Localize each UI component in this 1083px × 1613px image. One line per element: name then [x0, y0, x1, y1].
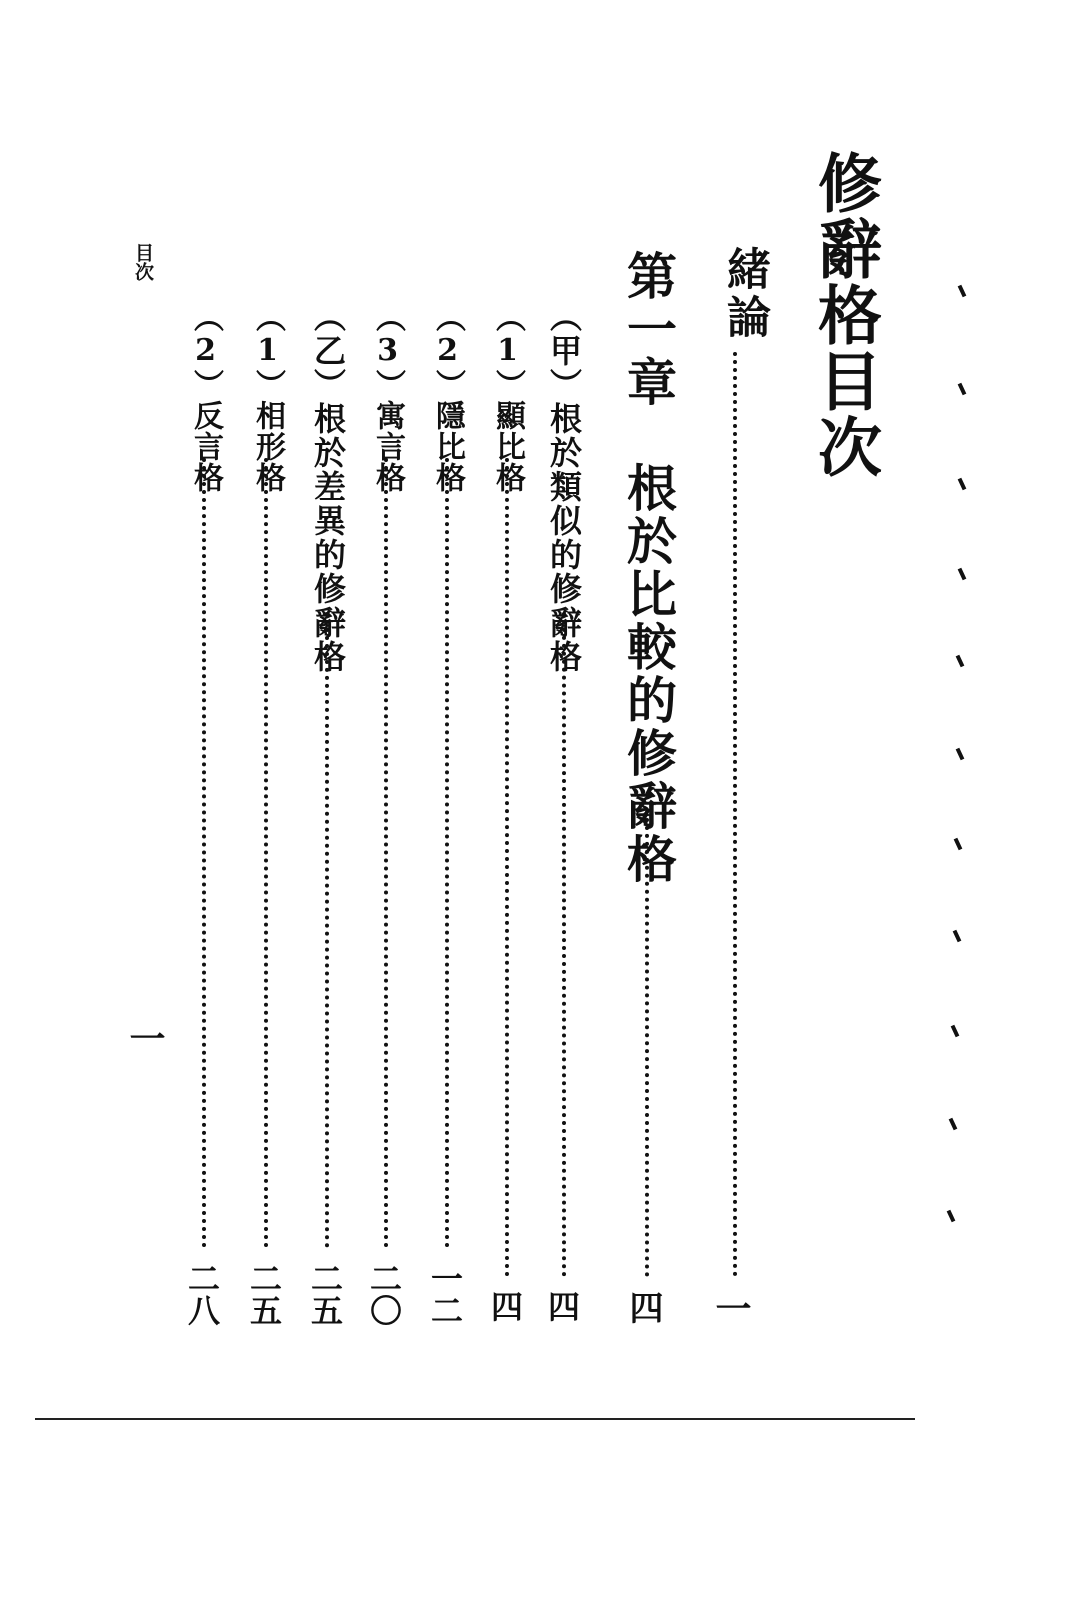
toc-entry-section-yi: （乙）根於差異的修辭格 [309, 300, 347, 674]
dot-leader [562, 612, 566, 1277]
page-number: 一二 [426, 1262, 464, 1326]
binding-mark [958, 478, 967, 491]
dot-leader [645, 810, 649, 1277]
page-number: 四 [486, 1290, 524, 1322]
page-number: 四 [623, 1290, 663, 1324]
binding-mark [956, 655, 965, 668]
dot-leader [325, 612, 329, 1248]
dot-leader [733, 352, 737, 1277]
toc-entry-chapter-1: 第一章 根於比較的修辭格 [619, 250, 678, 886]
binding-mark [954, 838, 963, 851]
running-head: 目次 [132, 243, 154, 281]
toc-entry-metaphor: （2）隱比格 [430, 302, 465, 493]
binding-mark [949, 1118, 958, 1131]
page-number: 二八 [183, 1262, 221, 1326]
dot-leader [445, 458, 449, 1248]
binding-mark [947, 1210, 956, 1223]
toc-entry-irony: （2）反言格 [188, 302, 223, 493]
bottom-rule [35, 1418, 915, 1420]
binding-mark [951, 1025, 960, 1038]
dot-leader [384, 458, 388, 1248]
binding-mark [956, 748, 965, 761]
binding-mark [958, 285, 967, 298]
binding-mark [958, 568, 967, 581]
toc-entry-section-jia: （甲）根於類似的修辭格 [545, 300, 583, 674]
page-title: 修辭格目次 [807, 150, 882, 480]
page-number: 一 [710, 1290, 752, 1326]
binding-mark [958, 383, 967, 396]
folio: 一 [124, 1020, 166, 1056]
page-number: 二五 [245, 1262, 283, 1326]
page-number: 四 [543, 1290, 581, 1322]
toc-entry-introduction: 緒論 [719, 246, 770, 342]
dot-leader [505, 458, 509, 1277]
toc-entry-allegory: （3）寓言格 [370, 302, 405, 493]
page-number: 二〇 [365, 1262, 403, 1326]
toc-entry-contrast: （1）相形格 [250, 302, 285, 493]
page-number: 二五 [306, 1262, 344, 1326]
toc-entry-explicit-simile: （1）顯比格 [490, 302, 525, 493]
dot-leader [264, 458, 268, 1248]
dot-leader [202, 458, 206, 1248]
binding-mark [953, 930, 962, 943]
